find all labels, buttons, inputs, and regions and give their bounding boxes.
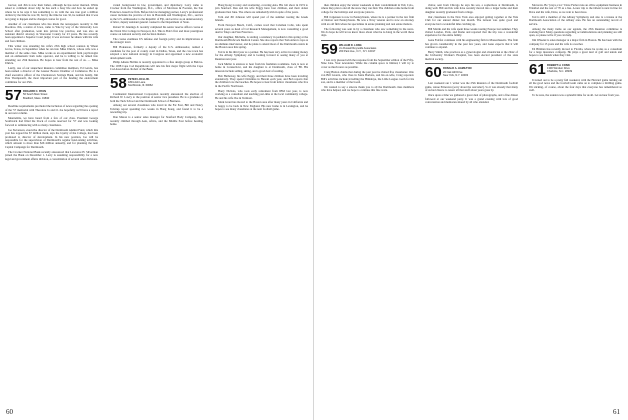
paragraph: It turned out to be a pretty full weekend, with the Harvard game turning out all the good news and the football team came on to complete a thrilling game. I'm sticking, of course, about the four days that everyone has remembered so well. (529, 77, 622, 93)
secretary-name: ROBERT H. CONN (547, 63, 570, 67)
paragraph: Jack Muller is anxious to hear from his freshman roommate. Jack is now at home in Connecticut, and his daughter is at Dartmouth, class of '88. His interests include sailing, skiing, and a good deal of reading. (215, 61, 308, 73)
address-line: 1801 Ash Lane (128, 80, 146, 84)
address-line: Charlotte, N.C. 28209 (547, 70, 573, 74)
paragraph: Jim Wheeler is sales manager at a major firm in Boston. He has been with the company for 15 years and his wife is a teacher. (529, 38, 622, 46)
address-line: New York, N.Y. 10003 (443, 73, 469, 77)
class-secretary-info (443, 66, 471, 77)
paragraph: Continental International Corporation recently announced the election of Richard W. Lowry to the position of senior vice president. He is a graduate of both the Tuck School and the Dartmouth School of Business. (110, 91, 203, 103)
paragraph: This writer was attending his wife's 25th high school reunion in Wheat Grove, Texas, in September when he ran into Mike Uhrick, whose wife was a member of the same class. Mike works as an experimental farm psychologist and an enthusiastic ham radio operator, and he is willing to be talked into attending our 25th Reunion. He hopes to hear from the rest of us. — Mike Uhrick. (5, 43, 98, 66)
page-number: 61 (613, 408, 620, 416)
paragraph: Barry Smith, who practices as a gynecologist and obstetrician at the clinic of the University Woman's Hospital, has been elected president of the state medical society. (425, 50, 518, 61)
paragraph: We wanted to say a sincere thank you to all the Dartmouth class members who have helped, and we hope to continue this fine work. (321, 84, 414, 93)
paragraph: Our daughter, Michelle, is starting a residency in pediatrics this spring at the Dartmouth Hitchcock Medical Center. She also reports that Tom Arlen is tops as an alumnus interviewer, and he plans to attend most of the Dartmouth events in the Boston area this spring. (215, 34, 308, 50)
paragraph: Harry Nichols, who took early retirement from IBM last year, is now working as a consultant and teaching part-time at the local community college. He and his wife live in Vermont. (215, 88, 308, 100)
paragraph: Mark Grant has moved to the Boston area after many years in California and is happy to be back in New England. His new home is in Lexington, and he hopes to see many classmates at the next football game. (215, 100, 308, 112)
paragraph: Once upon a time we gathered a great deal of photographs, and a fine dinner followed at our weekend party. It was a grand evening with lots of good conversation and memories shared by all who attended. (425, 93, 518, 105)
address-line: 20 Oak Hill Drive (443, 70, 463, 74)
paragraph: Ted is in his third year as a partner. He has been very active in raising money for the Albany Symphony and is looking forward to seeing many of you at Reunion next year. (215, 50, 308, 61)
paragraph: Meanwhile, we have heard from a few of our class. President George Southwick had filled the block of rooms reserved for '57 and was looking forward to reminiscing with so many classmates. (5, 115, 98, 127)
address-line: Northbrook, Ill. 60062 (128, 84, 153, 88)
paragraph: visitor, sent from Chicago he says his son, a sophomore at Dartmouth, is doing well. Bill and his wife have recently moved into a larger home and their daughter recently graduated from college. (425, 4, 518, 14)
paragraph: To be sure, the reunion was a splendid time for us all. Let us hear from you. (532, 93, 620, 98)
paragraph: Hong Kong is noisy and sweltering, covering Asia. His loft show in 1974 to join Stanford. Dan and his wife Peggy have four children, and their oldest graduated last June. The others are remarkably trim in spite of the years. (215, 4, 308, 14)
class-secretary-info (547, 63, 572, 74)
right-column-2 (425, 4, 518, 402)
paragraph: Dan Mason is a senior sales manager for Stanford Body Company, they recently climbed through Asia, Africa, and the Middle East before heading home. (110, 115, 203, 127)
class-secretary-info (23, 89, 49, 100)
paragraph: varied background in law, government, and diplomacy. Larry came to Crocker from the Washington, D.C., office of Morrison & Foerster, the San Francisco-based law firm. Before his law managing partner, Larry's professional career includes the practice of law in Honolulu and Washington, D.C., service as the U.S. Ambassador to the Republic of Fiji, and service as an undersecretary of labor, deputy assistant general counsel to the Department of State. (110, 4, 203, 25)
class-year-number: 58 (110, 74, 127, 92)
paragraph: Philip Athens Hollins is recently appointed to a fine design group at Bulova. The 1938 Cape Cod Republicans will rule his first major flight with the Cape Cod Association. Robert of the Bank. (110, 60, 203, 72)
paragraph: The course examines US defense and foreign policy and its implications at the strategic level. (110, 36, 203, 45)
class-year-number: 59 (321, 40, 338, 58)
paragraph: Bill Martin and his wife spent three weeks touring Europe last summer. They visited London, Paris, and Rome and reported that the trip was a wonderful experience for the entire family. (425, 26, 518, 38)
class-year-number: 60 (425, 64, 442, 82)
paragraph: forever, and Jim is now their father, although he has never married. While asked to comment about why he has such a busy life and how he ended up where he is he says it has something to do with the one true goal a million dollars by the time he was 30, but by the time he was 32, he realized that it was not going to happen and he changed course for good. (5, 4, 98, 21)
page-number: 60 (6, 408, 13, 416)
paragraph: Motorola. He "prays a lot." Dave Farber runs an office equipment business in Trinidad and the rest of '70 as a bus. A new trip to the Orient is next in line for Dave and his wife, Dave, as we wait to hear more. (529, 4, 622, 14)
class-heading-58 (110, 74, 203, 91)
paragraph: Among the many items on our agenda, the 25th Reunion committee is working hard. Many questions regarding accommodations and planning are still open, so please write if you can help. (529, 26, 622, 38)
paragraph: Robert W. Jennings Jr. recently completed his senior reserve officer course at the Naval War College in Newport, R.I. This is Bob's first and most prestigious course on national security and decision matters. (110, 25, 203, 37)
left-column-3 (215, 4, 308, 402)
paragraph: Among our several classmates who travel in the Far East, Bill and Nancy Tolstrup report spending two weeks in Hong Kong, and found it to be a rewarding trip. (110, 103, 203, 115)
paragraph: Last weekend our 1 writer was the 25th Reunion of the Dartmouth football game, venue Princeton (sorry about the outcome!). So it was already that many of us had chance to renew all that stuff about years gone by. (425, 81, 518, 93)
paragraph: Lastly, one of our staunchest Reunion committee members, Ed Garcia, has been named a director of the Greater Boston Chamber of Commerce. He is a chief executive officer of the Charlestown Savings Bank, and his buddy, Jim Pete Thompsonfl, the most important part of the funding the endowment committee for our 25th. (5, 65, 98, 84)
class-heading-61 (529, 60, 622, 77)
paragraph: I was very pleased with the response from the September edition of the Fifty-Nine Line. Your newsletter. While the column space is limited, I will try to cover as much news as possible. (321, 57, 414, 69)
paragraph: Our classmates in the New York area enjoyed getting together at the Yale Club for our annual dinner last month. The turnout was quite good and everyone had a wonderful time catching up. (425, 14, 518, 26)
paragraph: Joe Stevenson, executive director of the Dartmouth Alumni Fund, which this year has topped the $7 million mark, says the loyalty of the College, has been promoted to director of development. In his new position, Joe will be responsible for the supervision of Dartmouth's regular fund-raising activities, which amount to more than $26 million annually, and for planning the next Capital Campaign for Dartmouth. (5, 127, 98, 149)
address-line: c/o Russell Reynolds Associates (339, 47, 377, 51)
address-line: 56 South Main Street (23, 93, 48, 97)
paragraph: Gene Fairfax continues with his engineering firm in Massachusetts. The firm has grown considerably in the past few years, and Gene expects that it will continue to expand. (425, 38, 518, 50)
class-year-number: 61 (529, 60, 546, 78)
paragraph: Deadline requirements precluded the inclusion of news regarding the opening of the '57 memorial with Theodore Jo and O. Joe hopefully we'll have a report in our next column. (5, 104, 98, 116)
class-secretary-info (128, 77, 153, 88)
address-line: Bradford, Mass. 01830 (23, 96, 50, 100)
paragraph: Another of our classmates who has made the newspapers recently is Jim Doonbos. Jim, a native of Iowa, came to Yale by way of the University Law School after graduation, went into private law practice, and was also an assistant district attorney in Worcester County for 23 years. He has recently been appointed a Superior Court judge; it was an honor he shares with his wife and four children. (5, 21, 98, 43)
paragraph: Bill Hokanson, formerly a deputy of the U.S. Ambassador, named a candidate for the post of county court in Dallas, Texas, and the cow-town has adopted a new national strategy in Congress and appointed a new economic development team. (110, 45, 203, 60)
class-secretary-info (339, 43, 376, 54)
paragraph: Bill Jorgensen is now in Pennsylvania, where he is a partner in the law firm of Denver and Pennsylvania. He was a Navy veteran and is now an attorney with an old firm where he specializes in estate planning and real estate matters. (321, 14, 414, 26)
left-column-1 (5, 4, 98, 402)
paragraph: The Crocker National Bank recently announced that Lawrence H. Silverman joined the Bank on December 1. Larry is assuming responsibility for a new legal and government affairs division, a consolidation of several other divisions. (5, 149, 98, 161)
right-column-3 (529, 4, 622, 402)
left-column-2 (110, 4, 203, 402)
paragraph: Tom and Jill Johnson will spend part of the summer touring the Greek Islands. (215, 14, 308, 23)
secretary-name: RONALD A. HAMILTON (443, 67, 472, 71)
paragraph: Craig Hutton claims that during the past year he visited five classmates: Otto von Bill Gwartz, who lives in Santa Barbara, and his ex-wife, Craig reported. Bill's activities include travelling the Himalaya, the Little League coach for his son, and is a member of the board. (321, 69, 414, 84)
class-year-number: 57 (5, 87, 22, 105)
class-heading-59 (321, 40, 414, 57)
paragraph: Ed Bittman has recently moved to Florida, where he works as a consultant for a large insurance company. He plays a great deal of golf and tennis and hopes to see friends when they visit. (529, 46, 622, 58)
paragraph: The following was sent in by a classmate who saw something in the news. We do hope he will let us know more about what he is doing in the world these days. (321, 26, 414, 38)
right-page (314, 0, 628, 420)
secretary-name: RICHARD C. RYAN (23, 90, 47, 94)
address-line: 200 Park Ave., N.Y., N.Y. 10017 (339, 50, 376, 54)
class-heading-57 (5, 86, 98, 103)
class-heading-60 (425, 63, 518, 80)
paragraph: then children enjoy the winter weekends at their condominium in Vail, Colo., where they plan to ski all the snow they can find. The children come home from college for the holidays and everyone joins in. (321, 4, 414, 14)
secretary-name: WILLIAM R. LONG (339, 43, 362, 47)
right-column-1 (321, 4, 414, 402)
secretary-name: PETER LOCH JR. (128, 77, 150, 81)
paragraph: From Newport Beach, Calif., comes word that Coleman Colle, who spent several years as head of Cal Research Management, is now consulting a good deal in Tokyo and San Francisco. (215, 23, 308, 34)
paragraph: Ted is still a member of the Albany Symphony and also is a trustee at the Dartmouth Association of the Albany area. He has an outstanding record of service. (529, 14, 622, 26)
paragraph: Bob Hathaway, his wife Peggy, and their three children have been traveling extensively. They spend Christmas in Hawaii each year, and Bob reports that the children love the beaches. He hopes to hear from fellow classmates who live in the Pacific Northwest. (215, 73, 308, 88)
address-line: 1300 Windsor Drive (547, 67, 570, 71)
